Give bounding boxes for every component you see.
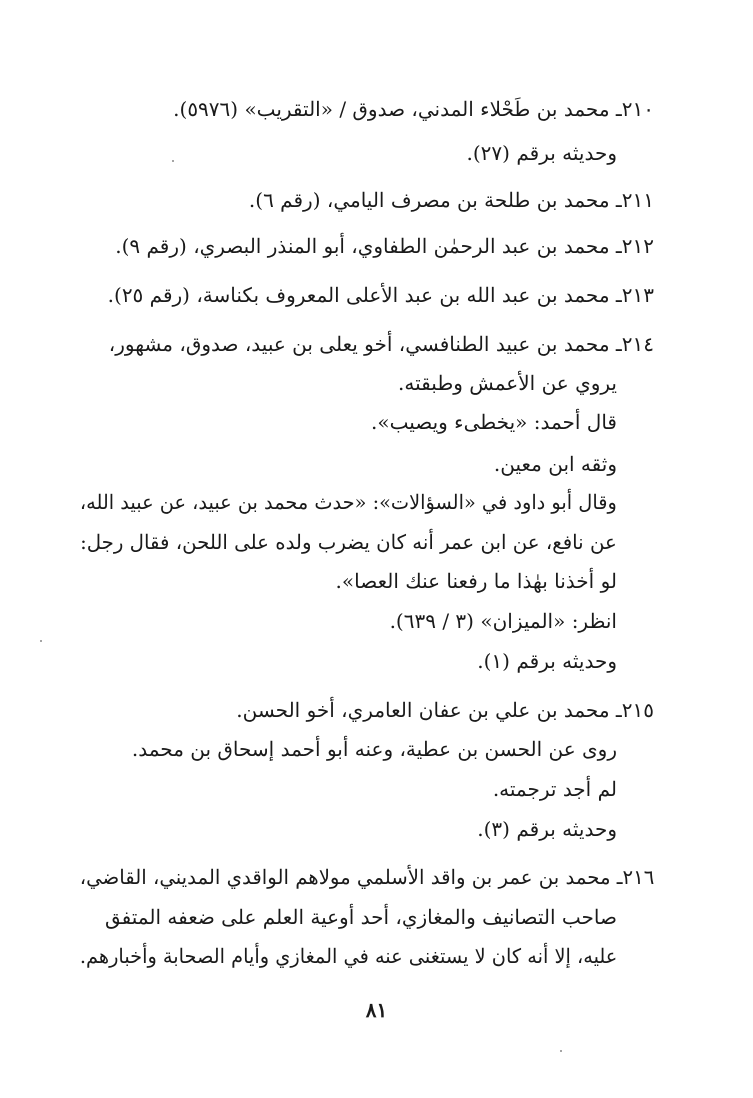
scan-speck [40, 640, 42, 642]
entry-216-line-3: عليه، إلا أنه كان لا يستغنى عنه في المغازي وأيام الصحابة وأخبارهم. [79, 944, 617, 968]
entry-215-line-3: لم أجد ترجمته. [492, 777, 617, 801]
entry-211-line-1: ٢١١ـ محمد بن طلحة بن مصرف اليامي، (رقم ٦). [248, 188, 654, 212]
scan-speck [172, 160, 174, 162]
entry-214-line-9: وحديثه برقم (١). [477, 649, 617, 673]
entry-210-line-1: ٢١٠ـ محمد بن طَحْلاء المدني، صدوق / «التقريب» (٥٩٧٦). [173, 97, 654, 121]
scan-speck [560, 1050, 562, 1052]
entry-216-line-2: صاحب التصانيف والمغازي، أحد أوعية العلم على ضعفه المتفق [104, 905, 617, 929]
entry-213-line-1: ٢١٣ـ محمد بن عبد الله بن عبد الأعلى المعروف بكناسة، (رقم ٢٥). [107, 283, 654, 307]
entry-214-line-1: ٢١٤ـ محمد بن عبيد الطنافسي، أخو يعلى بن عبيد، صدوق، مشهور، [108, 332, 654, 356]
entry-214-line-7: لو أخذنا بهٰذا ما رفعنا عنك العصا». [335, 569, 617, 593]
entry-214-line-2: يروي عن الأعمش وطبقته. [398, 371, 617, 395]
entry-215-line-2: روى عن الحسن بن عطية، وعنه أبو أحمد إسحاق بن محمد. [131, 737, 617, 761]
entry-215-line-4: وحديثه برقم (٣). [477, 817, 617, 841]
page-number: ٨١ [365, 998, 388, 1022]
entry-212-line-1: ٢١٢ـ محمد بن عبد الرحمٰن الطفاوي، أبو المنذر البصري، (رقم ٩). [115, 234, 654, 258]
entry-214-line-6: عن نافع، عن ابن عمر أنه كان يضرب ولده على اللحن، فقال رجل: [80, 530, 617, 554]
entry-210-line-2: وحديثه برقم (٢٧). [466, 141, 617, 165]
entry-214-line-4: وثقه ابن معين. [493, 452, 617, 476]
entry-216-line-1: ٢١٦ـ محمد بن عمر بن واقد الأسلمي مولاهم الواقدي المديني، القاضي، [79, 865, 654, 889]
entry-214-line-5: وقال أبو داود في «السؤالات»: «حدث محمد بن عبيد، عن عبيد الله، [80, 490, 617, 514]
entry-214-line-8: انظر: «الميزان» (٣ / ٦٣٩). [389, 609, 617, 633]
entry-214-line-3: قال أحمد: «يخطىء ويصيب». [370, 410, 617, 434]
entry-215-line-1: ٢١٥ـ محمد بن علي بن عفان العامري، أخو الحسن. [236, 698, 654, 722]
